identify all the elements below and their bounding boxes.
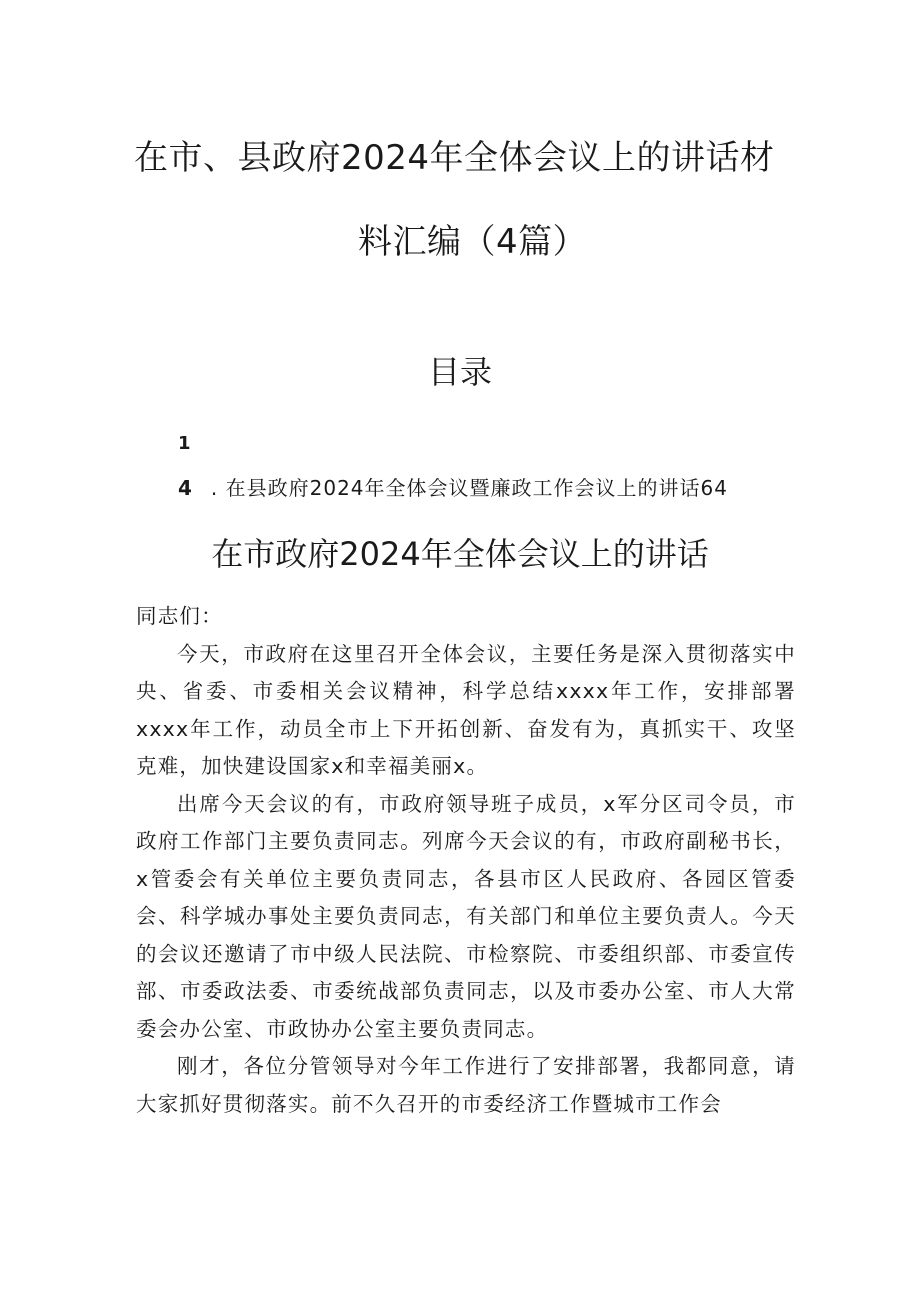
paragraph: 刚才，各位分管领导对今年工作进行了安排部署，我都同意，请大家抓好贯彻落实。前不久召开的市委经济工作暨城市工作会 (136, 1054, 796, 1116)
document-title-line-2: 料汇编（4篇） (358, 222, 588, 262)
toc-entry-number: 4 (178, 476, 193, 500)
toc-stray-number: 1 (178, 433, 191, 454)
toc-entry-text: . 在县政府2024年全体会议暨廉政工作会议上的讲话64 (210, 476, 728, 500)
toc-entry[interactable] (178, 474, 818, 502)
paragraph: 出席今天会议的有，市政府领导班子成员，x军分区司令员，市政府工作部门主要负责同志。列席今天会议的有，市政府副秘书长，x管委会有关单位主要负责同志，各县市区人民政府、各园区管委会、科学城办事处主要负责同志，有关部门和单位主要负责人。今天的会议还邀请了市中级人民法院、市检察院、市委组织部、市委宣传部、市委政法委、市委统战部负责同志，以及市委办公室、市人大常委会办公室、市政协办公室主要负责同志。 (136, 791, 796, 1041)
salutation: 同志们： (136, 604, 223, 628)
toc-heading: 目录 (427, 353, 492, 391)
body-text (136, 598, 796, 1123)
document-title-line-1: 在市、县政府2024年全体会议上的讲话材 (134, 138, 775, 178)
paragraph: 今天，市政府在这里召开全体会议，主要任务是深入贯彻落实中央、省委、市委相关会议精神，科学总结xxxx年工作，安排部署xxxx年工作，动员全市上下开拓创新、奋发有为，真抓实干、攻坚克难，加快建设国家x和幸福美丽x。 (136, 641, 796, 778)
section-title: 在市政府2024年全体会议上的讲话 (211, 535, 709, 573)
